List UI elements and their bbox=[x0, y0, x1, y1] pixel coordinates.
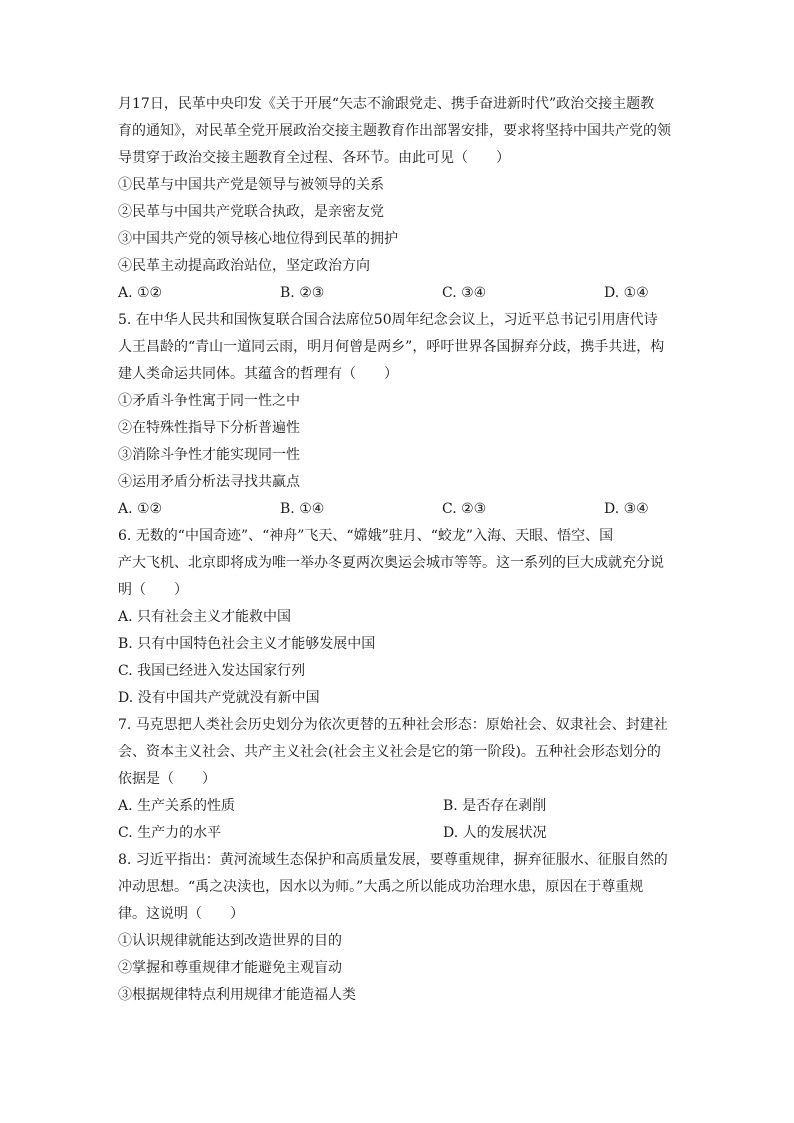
answer-options bbox=[118, 820, 678, 847]
question-stem-line: 6. 无数的“中国奇迹”、“神舟”飞天、“嫦娥”驻月、“蛟龙”入海、天眼、悟空、国 bbox=[118, 528, 614, 544]
question-stem-line: 5. 在中华人民共和国恢复联合国合法席位50周年纪念会议上，习近平总书记引用唐代诗 bbox=[118, 312, 658, 328]
option-a: A. 只有社会主义才能救中国 bbox=[118, 609, 292, 625]
question-stem-line: 明（ ） bbox=[118, 582, 188, 598]
question-8 bbox=[118, 847, 678, 1009]
statement-item: ④运用矛盾分析法寻找共赢点 bbox=[118, 474, 300, 490]
statement-item: ①民革与中国共产党是领导与被领导的关系 bbox=[118, 177, 384, 193]
exam-content bbox=[118, 91, 678, 1009]
question-stem-line: 产大飞机、北京即将成为唯一举办冬夏两次奥运会城市等等。这一系列的巨大成就充分说 bbox=[118, 555, 664, 571]
option-a: A. 生产关系的性质 bbox=[118, 798, 236, 814]
question-stem-line: 冲动思想。“禹之决渎也，因水以为师。”大禹之所以能成功治理水患，原因在于尊重规 bbox=[118, 879, 644, 895]
option-d: D. 人的发展状况 bbox=[443, 825, 547, 841]
answer-options bbox=[118, 496, 678, 523]
statement-item: ②在特殊性指导下分析普遍性 bbox=[118, 420, 300, 436]
question-stem-line: 月17日，民革中央印发《关于开展“矢志不渝跟党走、携手奋进新时代”政治交接主题教 bbox=[118, 96, 655, 112]
option-c: C. 我国已经进入发达国家行列 bbox=[118, 663, 306, 679]
question-stem-line: 导贯穿于政治交接主题教育全过程、各环节。由此可见（ ） bbox=[118, 150, 510, 166]
statement-item: ③根据规律特点利用规律才能造福人类 bbox=[118, 987, 356, 1003]
question-4 bbox=[118, 91, 678, 307]
question-stem-line: 育的通知》，对民革全党开展政治交接主题教育作出部署安排，要求将坚持中国共产党的领 bbox=[118, 123, 671, 139]
statement-item: ③消除斗争性才能实现同一性 bbox=[118, 447, 300, 463]
question-stem-line: 7. 马克思把人类社会历史划分为依次更替的五种社会形态：原始社会、奴隶社会、封建社 bbox=[118, 717, 668, 733]
statement-item: ②民革与中国共产党联合执政，是亲密友党 bbox=[118, 204, 384, 220]
statement-item: ①矛盾斗争性寓于同一性之中 bbox=[118, 393, 300, 409]
question-stem-line: 建人类命运共同体。其蕴含的哲理有（ ） bbox=[118, 366, 398, 382]
option-b: B. ②③ bbox=[280, 285, 325, 301]
statement-item: ①认识规律就能达到改造世界的目的 bbox=[118, 933, 342, 949]
answer-options bbox=[118, 280, 678, 307]
statement-item: ④民革主动提高政治站位，坚定政治方向 bbox=[118, 258, 370, 274]
option-b: B. ①④ bbox=[280, 501, 325, 517]
option-c: C. 生产力的水平 bbox=[118, 825, 222, 841]
question-stem-line: 人王昌龄的“青山一道同云雨，明月何曾是两乡”，呼吁世界各国摒弃分歧，携手共进，构 bbox=[118, 339, 665, 355]
option-d: D. 没有中国共产党就没有新中国 bbox=[118, 690, 320, 706]
question-stem-line: 依据是（ ） bbox=[118, 771, 216, 787]
question-7 bbox=[118, 712, 678, 847]
option-d: D. ③④ bbox=[604, 501, 649, 517]
option-b: B. 只有中国特色社会主义才能够发展中国 bbox=[118, 636, 376, 652]
option-c: C. ③④ bbox=[442, 285, 487, 301]
question-stem-line: 律。这说明（ ） bbox=[118, 906, 244, 922]
answer-options bbox=[118, 793, 678, 820]
question-stem-line: 8. 习近平指出：黄河流域生态保护和高质量发展，要尊重规律，摒弃征服水、征服自然的 bbox=[118, 852, 668, 868]
option-a: A. ①② bbox=[118, 501, 163, 517]
question-stem-line: 会、资本主义社会、共产主义社会(社会主义社会是它的第一阶段)。五种社会形态划分的 bbox=[118, 744, 661, 760]
option-d: D. ①④ bbox=[604, 285, 649, 301]
statement-item: ②掌握和尊重规律才能避免主观盲动 bbox=[118, 960, 342, 976]
option-b: B. 是否存在剥削 bbox=[443, 798, 547, 814]
question-6 bbox=[118, 523, 678, 712]
option-a: A. ①② bbox=[118, 285, 163, 301]
statement-item: ③中国共产党的领导核心地位得到民革的拥护 bbox=[118, 231, 398, 247]
question-5 bbox=[118, 307, 678, 523]
option-c: C. ②③ bbox=[442, 501, 487, 517]
